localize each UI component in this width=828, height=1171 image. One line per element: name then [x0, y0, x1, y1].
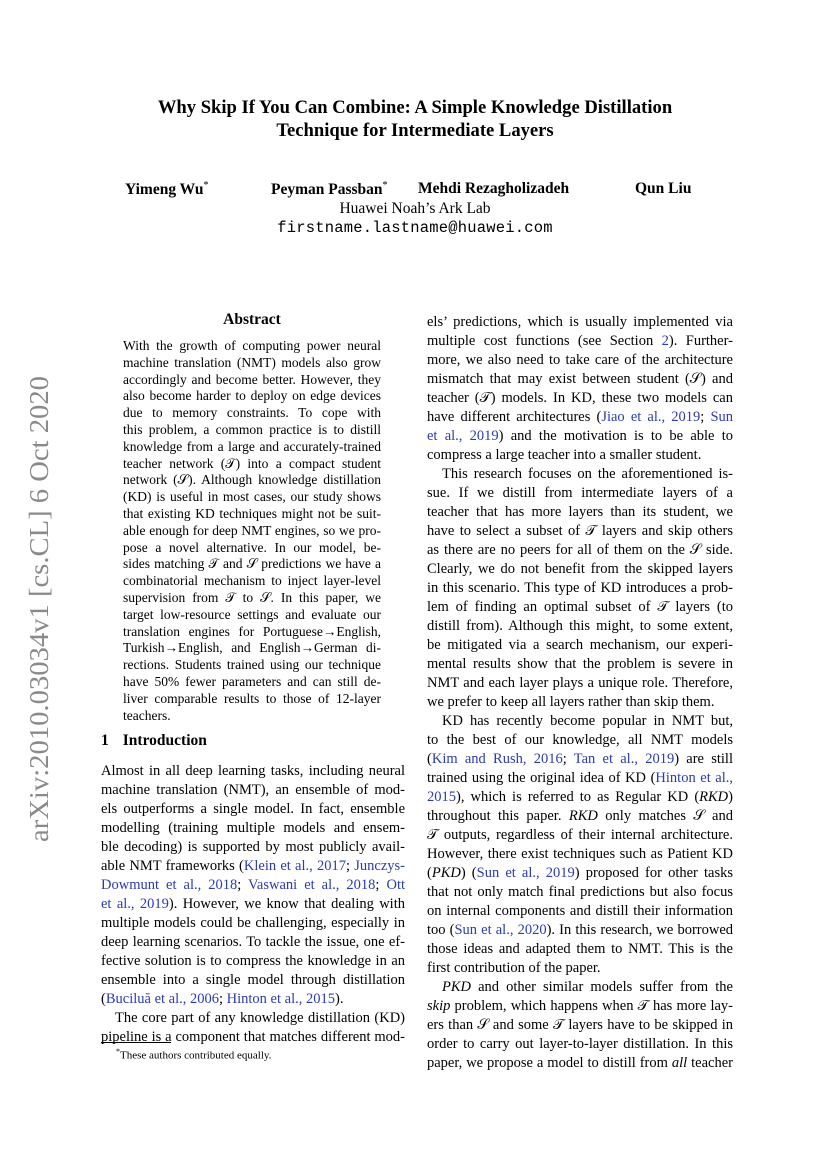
body-line: mental results show that the problem is severe in — [427, 656, 733, 672]
footnote: *These authors contributed equally. — [116, 1047, 272, 1062]
body-line: throughout this paper. RKD only matches 𝒮 and — [427, 808, 733, 824]
citation-link[interactable]: Jiao et al., 2019 — [601, 409, 701, 425]
citation-link[interactable]: Klein et al., 2017 — [243, 858, 346, 874]
citation-link[interactable]: Buciluă et al., 2006 — [105, 991, 219, 1007]
abstract-line: With the growth of computing power neural — [123, 338, 381, 353]
abstract-line: have 50% fewer parameters and can still de- — [123, 674, 381, 689]
citation-link[interactable]: Tan et al., 2019 — [573, 751, 675, 767]
intro-line: ensemble into a single model through distillation — [101, 972, 405, 988]
body-line: els’ predictions, which is usually implemented via — [427, 314, 733, 330]
body-line: mismatch that may exist between student (𝒮) and — [427, 371, 733, 387]
body-line: Clearly, we do not benefit from the skipped layers — [427, 561, 733, 577]
body-line: trained using the original idea of KD (Hinton et al., — [427, 770, 733, 786]
section-number: 1 — [101, 732, 109, 749]
affiliation: Huawei Noah’s Ark Lab — [339, 200, 491, 217]
body-line: distill from). Although this might, to some extent, — [427, 618, 733, 634]
intro-line: modelling (training multiple models and ensem- — [101, 820, 405, 836]
body-line: to the best of our knowledge, all NMT models — [427, 732, 733, 748]
footnote-rule — [101, 1042, 171, 1043]
abstract-line: target low-resource settings and evaluate our — [123, 606, 381, 622]
abstract-line: combinatorial mechanism to inject layer-level — [123, 573, 381, 589]
body-line: lem of finding an optimal subset of 𝒯 layers (to — [427, 599, 733, 615]
citation-link[interactable]: Hinton et al., — [655, 770, 733, 786]
author-4: Qun Liu — [635, 180, 692, 197]
body-line: more, we also need to take care of the architecture — [427, 352, 733, 368]
section-link[interactable]: 2 — [661, 333, 669, 349]
body-line: sue. If we distill from intermediate layers of a — [427, 485, 733, 501]
body-line: be mitigated via a search mechanism, our experi- — [427, 637, 733, 653]
section-title: Introduction — [122, 732, 207, 749]
body-line: paper, we propose a model to distill from all teacher — [427, 1055, 733, 1071]
citation-link[interactable]: Hinton et al., 2015 — [226, 991, 335, 1007]
body-line: first contribution of the paper. — [427, 960, 601, 976]
intro-line: els outperforms a single model. In fact, ensemble — [101, 801, 405, 817]
body-line: in this scenario. This type of KD introduces a prob- — [427, 580, 733, 596]
body-line: multiple cost functions (see Section 2). Further- — [427, 333, 733, 349]
body-line: have different architectures (Jiao et al., 2019; Sun — [427, 409, 734, 425]
body-line: order to carry out layer-to-layer distillation. In this — [427, 1036, 733, 1052]
abstract-line: accordingly and become better. However, they — [123, 371, 381, 387]
body-line: we prefer to keep all layers rather than skip them. — [427, 694, 715, 710]
abstract-line: liver comparable results to those of 12-layer — [123, 690, 381, 706]
body-line: that not only match final predictions but also focus — [427, 884, 733, 900]
intro-line: deep learning scenarios. To tackle the issue, one ef- — [101, 934, 405, 950]
citation-link[interactable]: Sun et al., 2020 — [454, 922, 547, 938]
citation-link[interactable]: Ott — [386, 877, 406, 893]
body-line: as there are no peers for all of them on the 𝒮 side. — [427, 542, 733, 558]
citation-link[interactable]: 2015 — [427, 789, 456, 805]
body-line: those ideas and adapted them to NMT. This is the — [427, 941, 733, 957]
abstract-line: teacher network (𝒯) into a compact student — [123, 455, 381, 471]
abstract-line: due to memory constraints. To cope with — [123, 405, 381, 421]
section-1-heading — [101, 732, 207, 750]
intro-line: et al., 2019). However, we know that dealing with — [101, 896, 405, 912]
body-line: on internal components and distill their information — [427, 903, 733, 919]
arxiv-identifier-text: arXiv:2010.03034v1 [cs.CL] 6 Oct 2020 — [24, 402, 54, 842]
arxiv-identifier-stamp — [6, 376, 58, 842]
body-line: teacher that has more layers than its student, we — [427, 504, 733, 520]
body-line: (PKD) (Sun et al., 2019) proposed for other tasks — [427, 865, 733, 881]
abstract-line: this problem, a common practice is to distill — [123, 422, 381, 437]
body-line: 𝒯 outputs, regardless of their internal architecture. — [427, 827, 733, 843]
intro-line: pipeline is a component that matches different mod- — [101, 1029, 405, 1045]
body-line: KD has recently become popular in NMT but, — [442, 713, 733, 729]
citation-link[interactable]: et al., 2019 — [101, 896, 169, 912]
intro-line: multiple models could be challenging, especially in — [101, 915, 405, 931]
author-1: Yimeng Wu* — [125, 180, 209, 199]
abstract-line: also become harder to deploy on edge devices — [123, 388, 381, 404]
citation-link[interactable]: Junczys- — [354, 858, 405, 874]
abstract-line: teachers. — [123, 707, 171, 723]
citation-link[interactable]: Kim and Rush, 2016 — [431, 751, 563, 767]
body-line: have to select a subset of 𝒯 layers and skip others — [427, 523, 733, 539]
abstract-line: machine translation (NMT) models also grow — [123, 354, 381, 370]
body-line: skip problem, which happens when 𝒯 has more lay- — [427, 998, 733, 1014]
citation-link[interactable]: Sun — [710, 409, 734, 425]
author-email: firstname.lastname@huawei.com — [277, 219, 553, 237]
body-line: compress a large teacher into a smaller student. — [427, 447, 702, 463]
abstract-line: able enough for deep NMT engines, so we pro- — [123, 522, 381, 538]
intro-line: The core part of any knowledge distillation (KD) — [115, 1010, 405, 1026]
abstract-line: translation engines for Portuguese→English, — [123, 623, 381, 639]
paper-title-line-1: Why Skip If You Can Combine: A Simple Knowledge Distillation — [157, 97, 673, 118]
body-line: too (Sun et al., 2020). In this research, we borrowed — [427, 922, 734, 938]
citation-link[interactable]: Sun et al., 2019 — [476, 865, 575, 881]
citation-link[interactable]: Vaswani et al., 2018 — [248, 877, 376, 893]
intro-line: Dowmunt et al., 2018; Vaswani et al., 2018; Ott — [101, 877, 406, 893]
abstract-line: Turkish→English, and English→German di- — [123, 640, 381, 656]
paper-title-line-2: Technique for Intermediate Layers — [276, 120, 554, 141]
abstract-line: supervision from 𝒯 to 𝒮. In this paper, we — [123, 590, 381, 605]
intro-line: (Buciluă et al., 2006; Hinton et al., 2015). — [101, 991, 344, 1007]
abstract-line: network (𝒮). Although knowledge distillation — [123, 472, 381, 488]
abstract-line: sides matching 𝒯 and 𝒮 predictions we have a — [123, 556, 381, 572]
intro-line: able NMT frameworks (Klein et al., 2017; Junczys- — [101, 858, 405, 874]
body-line: However, there exist techniques such as Patient KD — [427, 846, 733, 862]
body-line: (Kim and Rush, 2016; Tan et al., 2019) are still — [427, 751, 733, 767]
abstract-line: that existing KD techniques might not be suit- — [123, 506, 381, 521]
author-2: Peyman Passban* — [271, 180, 388, 199]
abstract-line: knowledge from a large and accurately-trained — [123, 438, 381, 454]
intro-line: fective solution is to compress the knowledge in an — [101, 953, 405, 969]
author-3: Mehdi Rezagholizadeh — [418, 180, 570, 197]
body-line: ers than 𝒮 and some 𝒯 layers have to be skipped in — [427, 1017, 733, 1033]
abstract-line: rections. Students trained using our technique — [123, 657, 381, 673]
intro-line: machine translation (NMT), an ensemble of mod- — [101, 782, 405, 798]
body-line: PKD and other similar models suffer from the — [442, 979, 733, 995]
citation-link[interactable]: Dowmunt et al., 2018 — [101, 877, 238, 893]
body-line: et al., 2019) and the motivation is to be able to — [427, 428, 733, 444]
body-line: This research focuses on the aforementioned is- — [442, 466, 733, 482]
intro-line: Almost in all deep learning tasks, including neural — [101, 763, 405, 779]
body-line: NMT and each layer plays a unique role. Therefore, — [427, 675, 733, 691]
abstract-line: (KD) is useful in most cases, our study shows — [123, 489, 381, 505]
body-line: 2015), which is referred to as Regular KD (RKD) — [427, 789, 733, 805]
body-line: teacher (𝒯) models. In KD, these two models can — [427, 390, 733, 406]
citation-link[interactable]: et al., 2019 — [427, 428, 499, 444]
intro-line: ble decoding) is supported by most publicly avail- — [101, 839, 405, 855]
abstract-line: pose a novel alternative. In our model, be- — [123, 539, 381, 555]
abstract-heading: Abstract — [223, 311, 281, 328]
